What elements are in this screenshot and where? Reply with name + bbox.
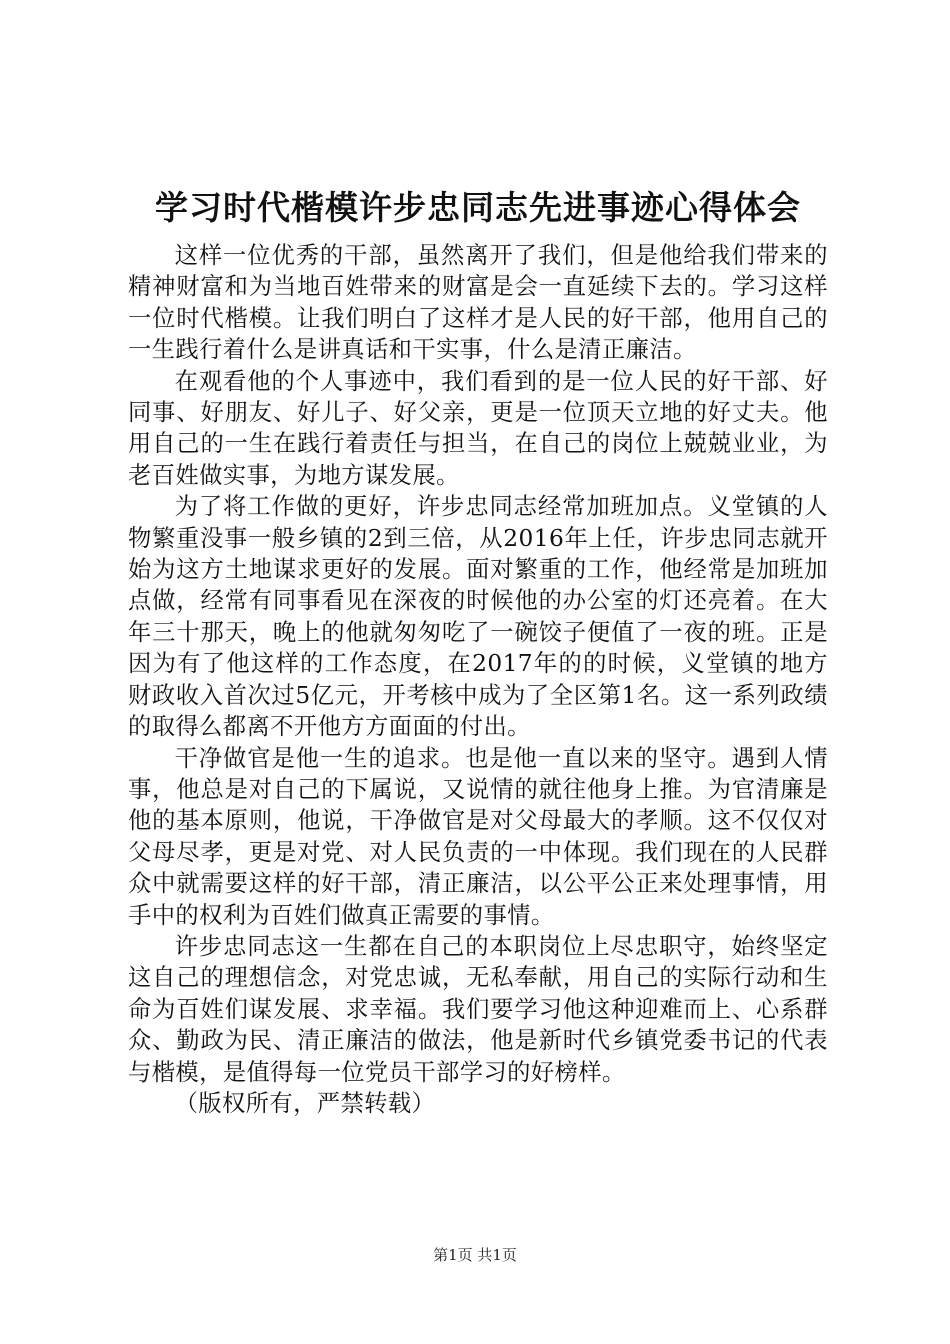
paragraph-2: 在观看他的个人事迹中，我们看到的是一位人民的好干部、好同事、好朋友、好儿子、好父亲，更是一位顶天立地的好丈夫。他用自己的一生在践行着责任与担当，在自己的岗位上兢兢业业，为老百姓做实事，为地方谋发展。	[128, 367, 828, 489]
document-page	[128, 180, 828, 1119]
document-title: 学习时代楷模许步忠同志先进事迹心得体会	[155, 188, 801, 227]
paragraph-1: 这样一位优秀的干部，虽然离开了我们，但是他给我们带来的精神财富和为当地百姓带来的财富是会一直延续下去的。学习这样一位时代楷模。让我们明白了这样才是人民的好干部，他用自己的一生践行着什么是讲真话和干实事，什么是清正廉洁。	[128, 242, 828, 364]
paragraph-4: 干净做官是他一生的追求。也是他一直以来的坚守。遇到人情事，他总是对自己的下属说，又说情的就往他身上推。为官清廉是他的基本原则，他说，干净做官是对父母最大的孝顺。这不仅仅对父母尽孝，更是对党、对人民负责的一中体现。我们现在的人民群众中就需要这样的好干部，清正廉洁，以公平公正来处理事情，用手中的权利为百姓们做真正需要的事情。	[128, 744, 828, 929]
paragraph-5: 许步忠同志这一生都在自己的本职岗位上尽忠职守，始终坚定这自己的理想信念，对党忠诚，无私奉献，用自己的实际行动和生命为百姓们谋发展、求幸福。我们要学习他这种迎难而上、心系群众、勤政为民、清正廉洁的做法，他是新时代乡镇党委书记的代表与楷模，是值得每一位党员干部学习的好榜样。	[128, 932, 828, 1086]
copyright-notice: （版权所有，严禁转载）	[174, 1089, 436, 1117]
page-footer: 第1页 共1页	[433, 1246, 517, 1264]
paragraph-3: 为了将工作做的更好，许步忠同志经常加班加点。义堂镇的人物繁重没事一般乡镇的2到三倍，从2016年上任，许步忠同志就开始为这方土地谋求更好的发展。面对繁重的工作，他经常是加班加点做，经常有同事看见在深夜的时候他的办公室的灯还亮着。在大年三十那天，晚上的他就匆匆吃了一碗饺子便值了一夜的班。正是因为有了他这样的工作态度，在2017年的的时候，义堂镇的地方财政收入首次过5亿元，开考核中成为了全区第1名。这一系列政绩的取得么都离不开他方方面面的付出。	[128, 493, 828, 741]
